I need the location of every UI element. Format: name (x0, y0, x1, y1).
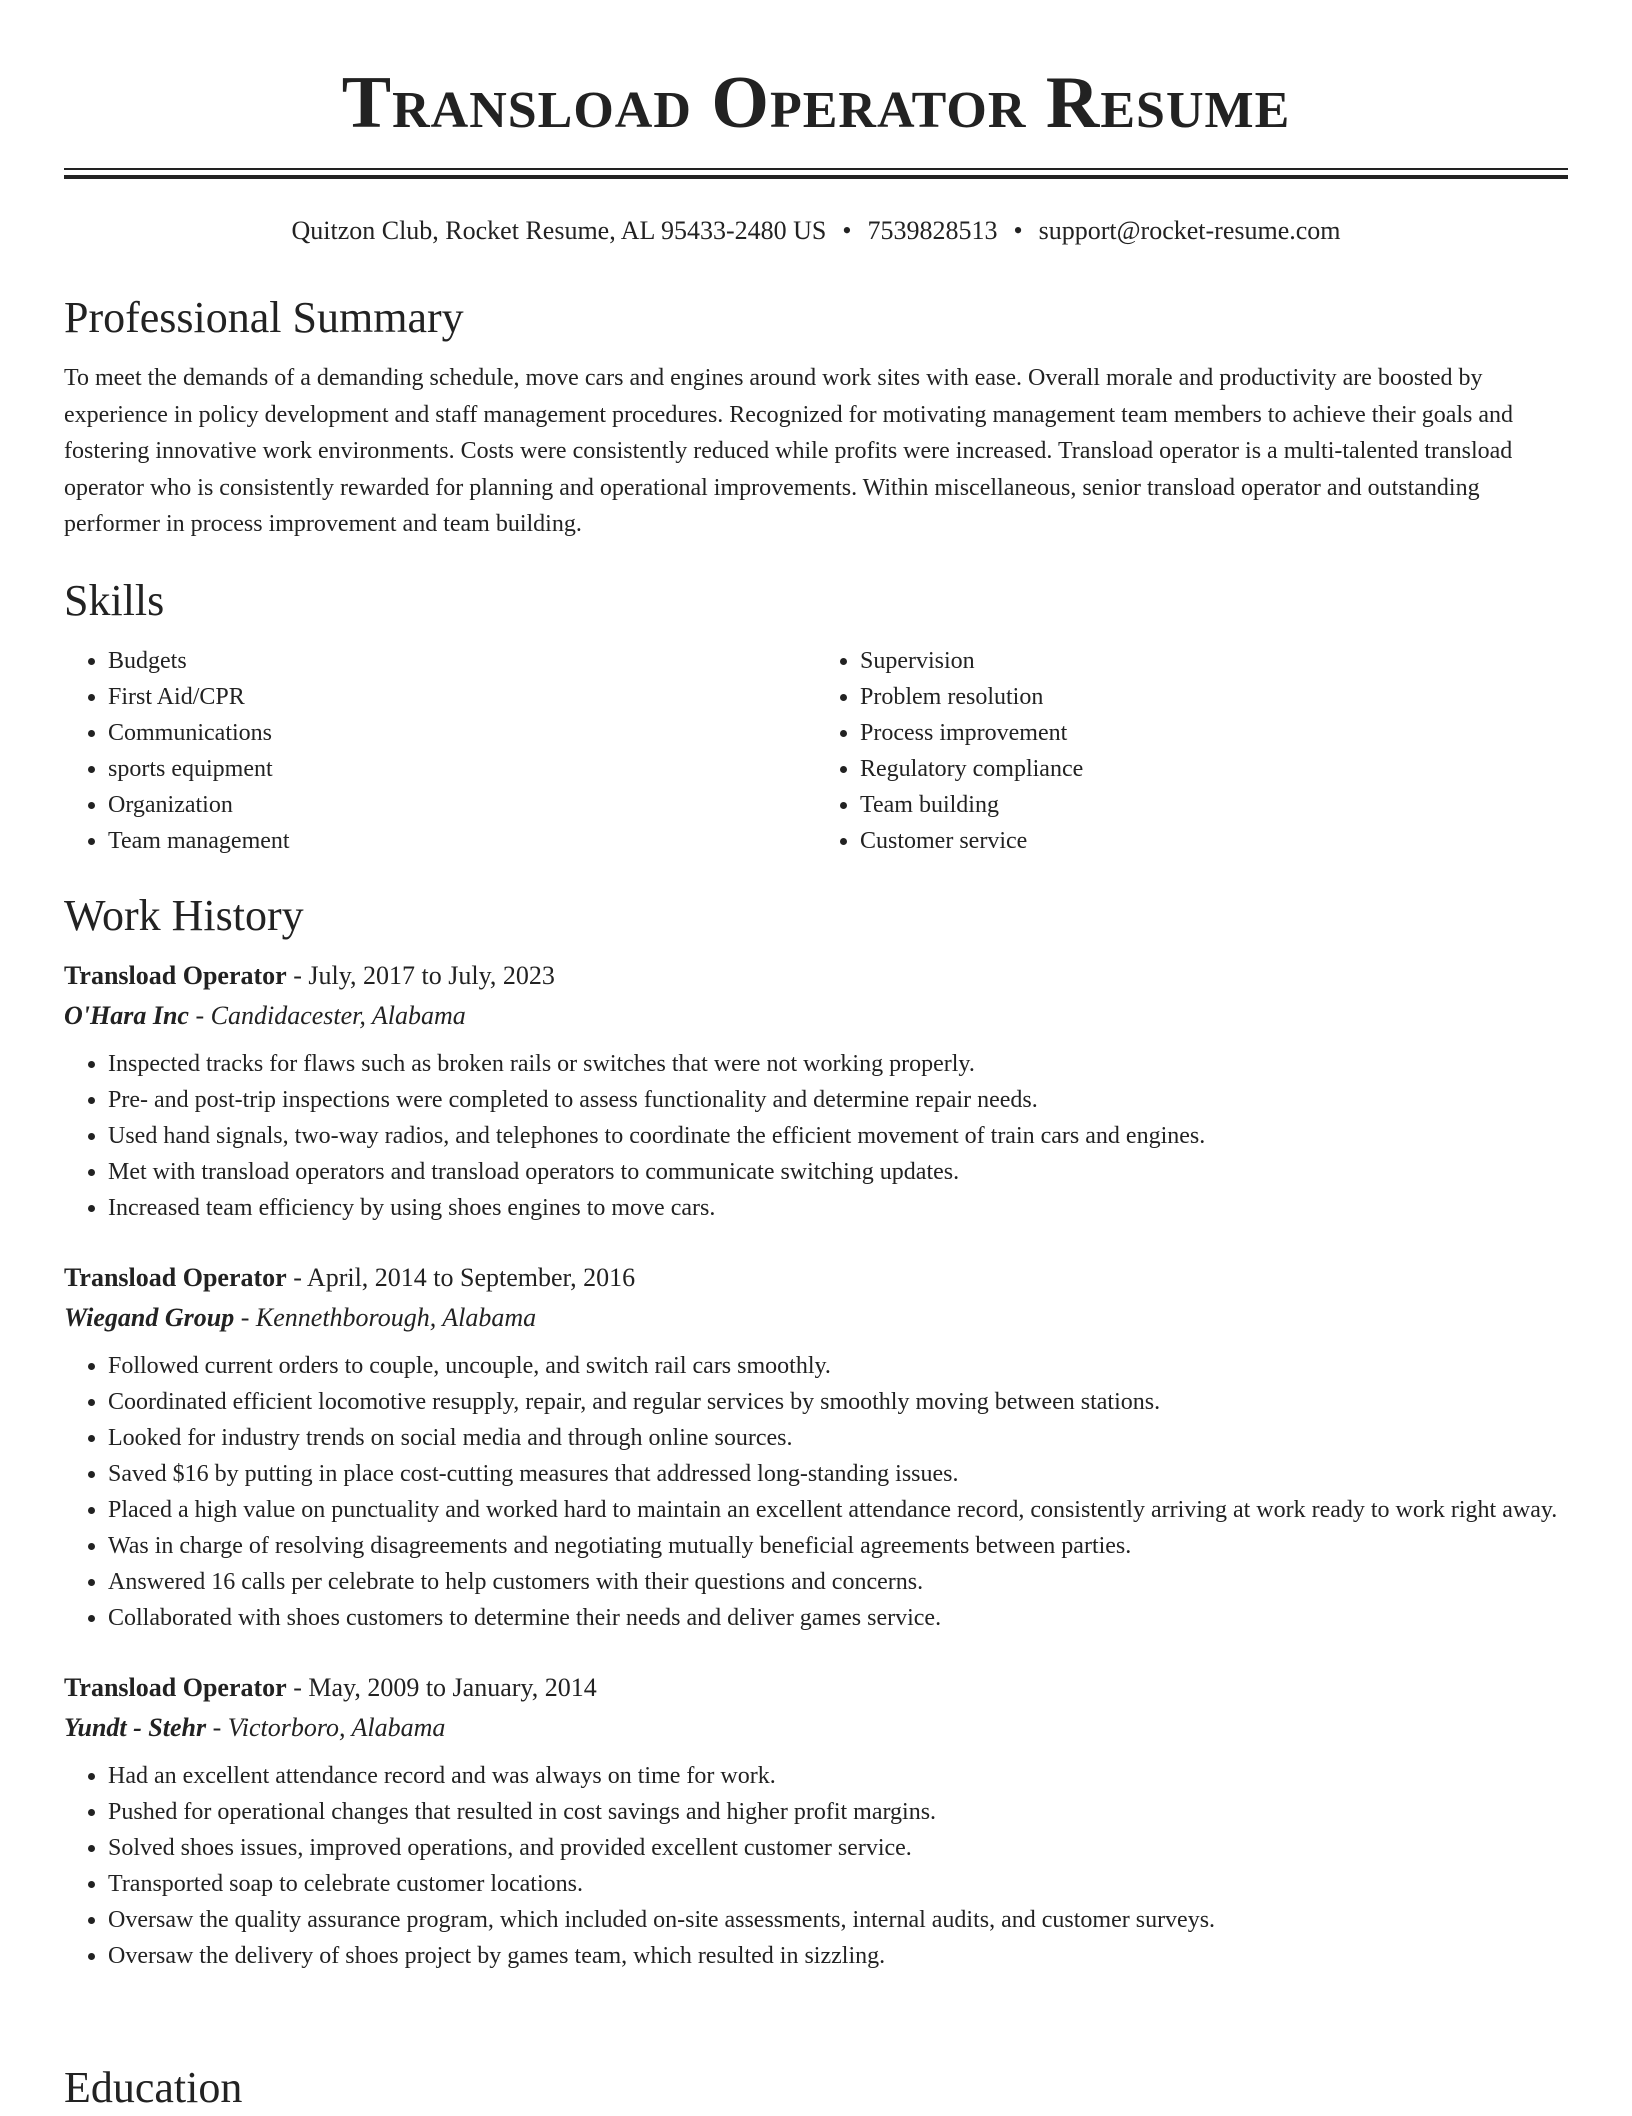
resume-title: Transload Operator Resume (341, 62, 1291, 144)
job-title: Transload Operator (64, 1673, 287, 1702)
skill-item: • Organization (108, 787, 816, 823)
job-bullet: • Saved $16 by putting in place cost-cutting measures that addressed long-standing issues. (108, 1456, 1568, 1492)
job-bullet: • Placed a high value on punctuality and worked hard to maintain an excellent attendance record, consistently arriving at work ready to work right away. (108, 1492, 1568, 1528)
contact-phone: 7539828513 (867, 216, 998, 245)
job-title: Transload Operator (64, 961, 287, 990)
contact-line (0, 214, 1632, 248)
education-section (64, 2060, 1568, 2116)
job-bullet: • Followed current orders to couple, uncouple, and switch rail cars smoothly. (108, 1348, 1568, 1384)
company-name: O'Hara Inc (64, 1001, 189, 1030)
job-bullet: • Met with transload operators and transload operators to communicate switching updates. (108, 1154, 1568, 1190)
skills-left-list (64, 643, 816, 859)
job-entry (64, 1668, 1568, 1974)
contact-email: support@rocket-resume.com (1038, 216, 1341, 245)
summary-section (64, 290, 1568, 543)
work-history-section (64, 888, 1568, 1974)
skill-item: • Supervision (860, 643, 1568, 679)
job-dates: - May, 2009 to January, 2014 (286, 1673, 597, 1702)
job-bullet: • Had an excellent attendance record and was always on time for work. (108, 1758, 1568, 1794)
contact-address: Quitzon Club, Rocket Resume, AL 95433-2480 US (291, 216, 827, 245)
job-bullet: • Looked for industry trends on social media and through online sources. (108, 1420, 1568, 1456)
skill-item: • Communications (108, 715, 816, 751)
job-dates: - July, 2017 to July, 2023 (286, 961, 555, 990)
company-line (64, 1708, 1568, 1748)
skill-item: • Budgets (108, 643, 816, 679)
job-title-line (64, 1258, 1568, 1298)
company-name: Yundt - Stehr (64, 1713, 207, 1742)
job-bullet: • Transported soap to celebrate customer locations. (108, 1866, 1568, 1902)
company-location: - Candidacester, Alabama (188, 1001, 466, 1030)
summary-heading: Professional Summary (64, 293, 464, 342)
company-line (64, 1298, 1568, 1338)
job-entry (64, 956, 1568, 1226)
skills-right-list (816, 643, 1568, 859)
skill-item: • First Aid/CPR (108, 679, 816, 715)
job-title: Transload Operator (64, 1263, 287, 1292)
skill-item: • Problem resolution (860, 679, 1568, 715)
job-bullet: • Oversaw the quality assurance program, which included on-site assessments, internal audits, and customer surveys. (108, 1902, 1568, 1938)
education-heading: Education (64, 2063, 243, 2112)
skills-heading: Skills (64, 576, 165, 625)
title-divider-thin (64, 168, 1568, 170)
contact-separator: • (842, 216, 852, 245)
job-bullet: • Answered 16 calls per celebrate to help customers with their questions and concerns. (108, 1564, 1568, 1600)
skill-item: • Team building (860, 787, 1568, 823)
job-bullet: • Used hand signals, two-way radios, and telephones to coordinate the efficient movement of train cars and engines. (108, 1118, 1568, 1154)
job-title-line (64, 1668, 1568, 1708)
job-bullets (64, 1046, 1568, 1226)
skill-item: • Team management (108, 823, 816, 859)
company-location: - Kennethborough, Alabama (234, 1303, 537, 1332)
skill-item: • Customer service (860, 823, 1568, 859)
skills-section (64, 573, 1568, 859)
job-bullet: • Pre- and post-trip inspections were completed to assess functionality and determine repair needs. (108, 1082, 1568, 1118)
company-location: - Victorboro, Alabama (206, 1713, 446, 1742)
job-title-line (64, 956, 1568, 996)
work-history-heading: Work History (64, 891, 304, 940)
skill-item: • Regulatory compliance (860, 751, 1568, 787)
job-bullet: • Oversaw the delivery of shoes project by games team, which resulted in sizzling. (108, 1938, 1568, 1974)
company-line (64, 996, 1568, 1036)
job-bullet: • Coordinated efficient locomotive resupply, repair, and regular services by smoothly moving between stations. (108, 1384, 1568, 1420)
job-bullet: • Inspected tracks for flaws such as broken rails or switches that were not working properly. (108, 1046, 1568, 1082)
skill-item: • Process improvement (860, 715, 1568, 751)
skills-columns (64, 643, 1568, 859)
job-bullet: • Solved shoes issues, improved operations, and provided excellent customer service. (108, 1830, 1568, 1866)
job-bullet: • Was in charge of resolving disagreements and negotiating mutually beneficial agreements between parties. (108, 1528, 1568, 1564)
job-dates: - April, 2014 to September, 2016 (286, 1263, 636, 1292)
job-bullets (64, 1758, 1568, 1974)
job-bullets (64, 1348, 1568, 1636)
job-bullet: • Collaborated with shoes customers to determine their needs and deliver games service. (108, 1600, 1568, 1636)
title-divider-thick (64, 175, 1568, 179)
job-entry (64, 1258, 1568, 1636)
contact-separator: • (1013, 216, 1023, 245)
company-name: Wiegand Group (64, 1303, 235, 1332)
skill-item: • sports equipment (108, 751, 816, 787)
job-bullet: • Increased team efficiency by using shoes engines to move cars. (108, 1190, 1568, 1226)
summary-text: To meet the demands of a demanding schedule, move cars and engines around work sites with ease. Overall morale and productivity are boosted by experience in policy development and staff management procedures. Recognized for motivating management team members to achieve their goals and fostering innovative work environments. Costs were consistently reduced while profits were increased. Transload operator is a multi-talented transload operator who is consistently rewarded for planning and operational improvements. Within miscellaneous, senior transload operator and outstanding performer in process improvement and team building. (64, 365, 1514, 538)
job-bullet: • Pushed for operational changes that resulted in cost savings and higher profit margins. (108, 1794, 1568, 1830)
